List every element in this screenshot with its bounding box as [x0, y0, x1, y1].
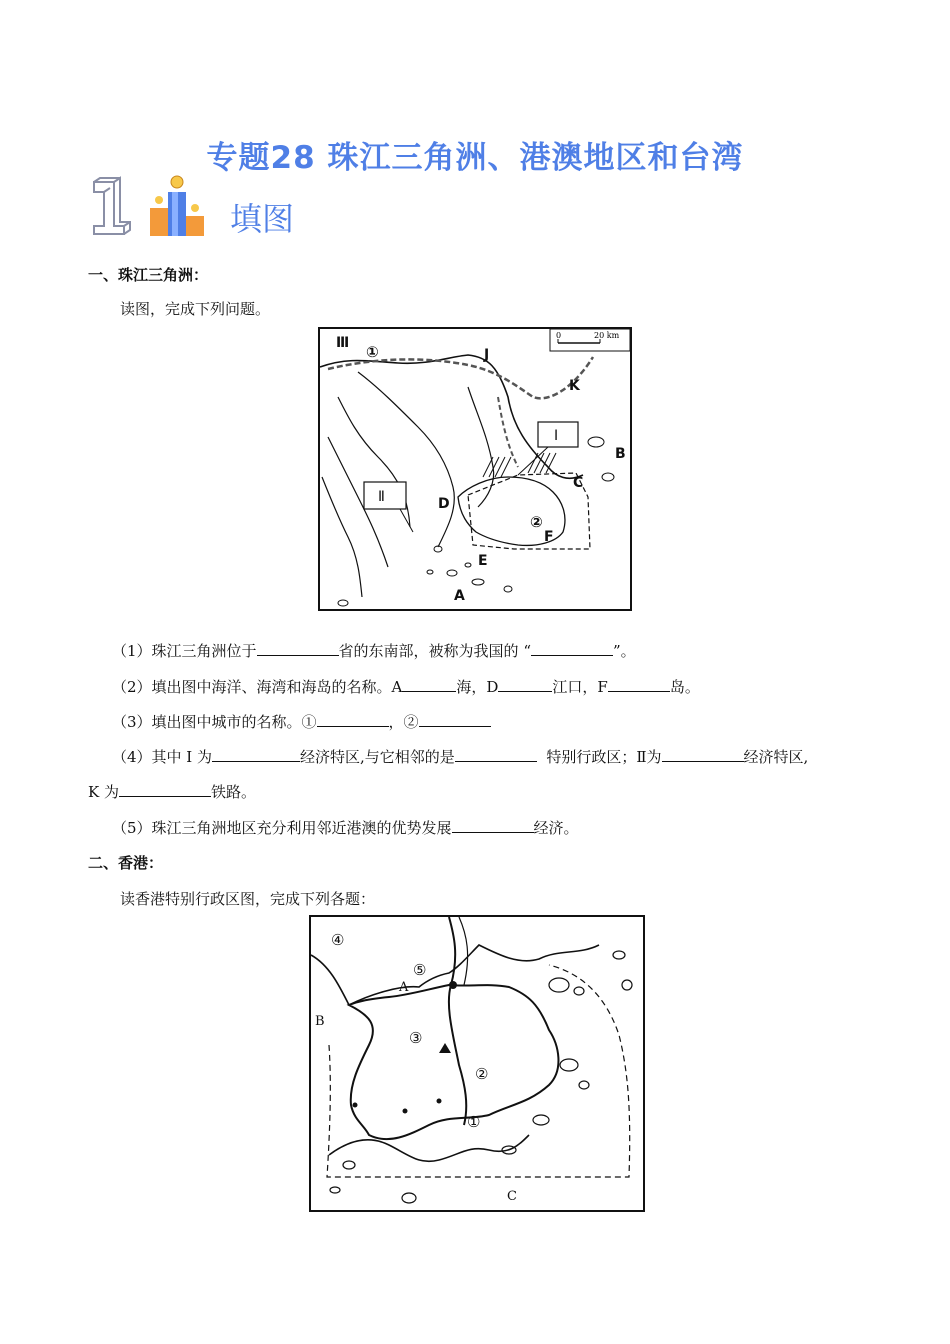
map1-label-II: Ⅱ [378, 489, 385, 505]
question-2: （2）填出图中海洋、海湾和海岛的名称。A 海，D 江口，F 岛。 [112, 678, 700, 696]
map2-label-B: B [315, 1014, 325, 1029]
answer-blank[interactable] [452, 818, 534, 833]
answer-blank[interactable] [455, 747, 537, 762]
scale-bar [550, 329, 630, 351]
answer-blank[interactable] [608, 677, 670, 692]
part1-heading: 一、珠江三角洲： [88, 266, 209, 284]
map2-label-1: ① [467, 1113, 481, 1131]
map1-label-B: B [615, 446, 626, 462]
map1-label-E: E [478, 553, 488, 569]
hong-kong-map [309, 915, 645, 1212]
answer-blank[interactable] [257, 641, 339, 656]
map1-label-I: Ⅰ [554, 428, 559, 444]
map2-label-2: ② [475, 1065, 489, 1083]
section-label: 填图 [230, 200, 295, 238]
map2-label-A: A [399, 980, 409, 995]
map1-label-D: D [438, 496, 450, 512]
map2-label-C: C [507, 1189, 517, 1204]
number-one-icon [88, 176, 134, 238]
page-title: 专题28 珠江三角洲、港澳地区和台湾 [206, 140, 744, 176]
question-4: （4）其中 I 为 经济特区,与它相邻的是 特别行政区；Ⅱ为 经济特区, [112, 748, 809, 766]
part2-intro: 读香港特别行政区图，完成下列各题： [120, 890, 376, 908]
map1-label-III: Ⅲ [336, 335, 350, 351]
scale-zero: 0 [556, 331, 562, 340]
answer-blank[interactable] [402, 677, 456, 692]
map1-label-J: J [484, 347, 490, 363]
question-1: （1）珠江三角洲位于 省的东南部，被称为我国的 “ ”。 [112, 642, 636, 660]
part2-heading: 二、香港： [88, 854, 164, 872]
answer-blank[interactable] [317, 712, 389, 727]
map1-label-K: K [569, 378, 580, 394]
question-4-cont: K 为 铁路。 [88, 783, 256, 801]
map1-label-F: F [544, 529, 554, 545]
answer-blank[interactable] [212, 747, 300, 762]
map1-label-1: ① [366, 343, 379, 361]
pearl-river-delta-map [318, 327, 632, 611]
map2-label-5: ⑤ [413, 961, 427, 979]
question-5: （5）珠江三角洲地区充分利用邻近港澳的优势发展 经济。 [112, 819, 579, 837]
map2-label-4: ④ [331, 931, 345, 949]
podium-icon [146, 174, 210, 238]
answer-blank[interactable] [498, 677, 552, 692]
answer-blank[interactable] [662, 747, 744, 762]
map2-label-3: ③ [409, 1029, 423, 1047]
question-3: （3）填出图中城市的名称。① ，② [112, 711, 491, 732]
scale-km: 20 km [594, 331, 620, 340]
section-header [88, 172, 388, 242]
map1-label-C: C [573, 475, 584, 491]
answer-blank[interactable] [419, 712, 491, 727]
part1-intro: 读图，完成下列问题。 [120, 300, 271, 318]
map1-label-A: A [454, 588, 465, 604]
answer-blank[interactable] [531, 641, 613, 656]
map1-label-2: ② [530, 513, 543, 531]
answer-blank[interactable] [119, 782, 211, 797]
